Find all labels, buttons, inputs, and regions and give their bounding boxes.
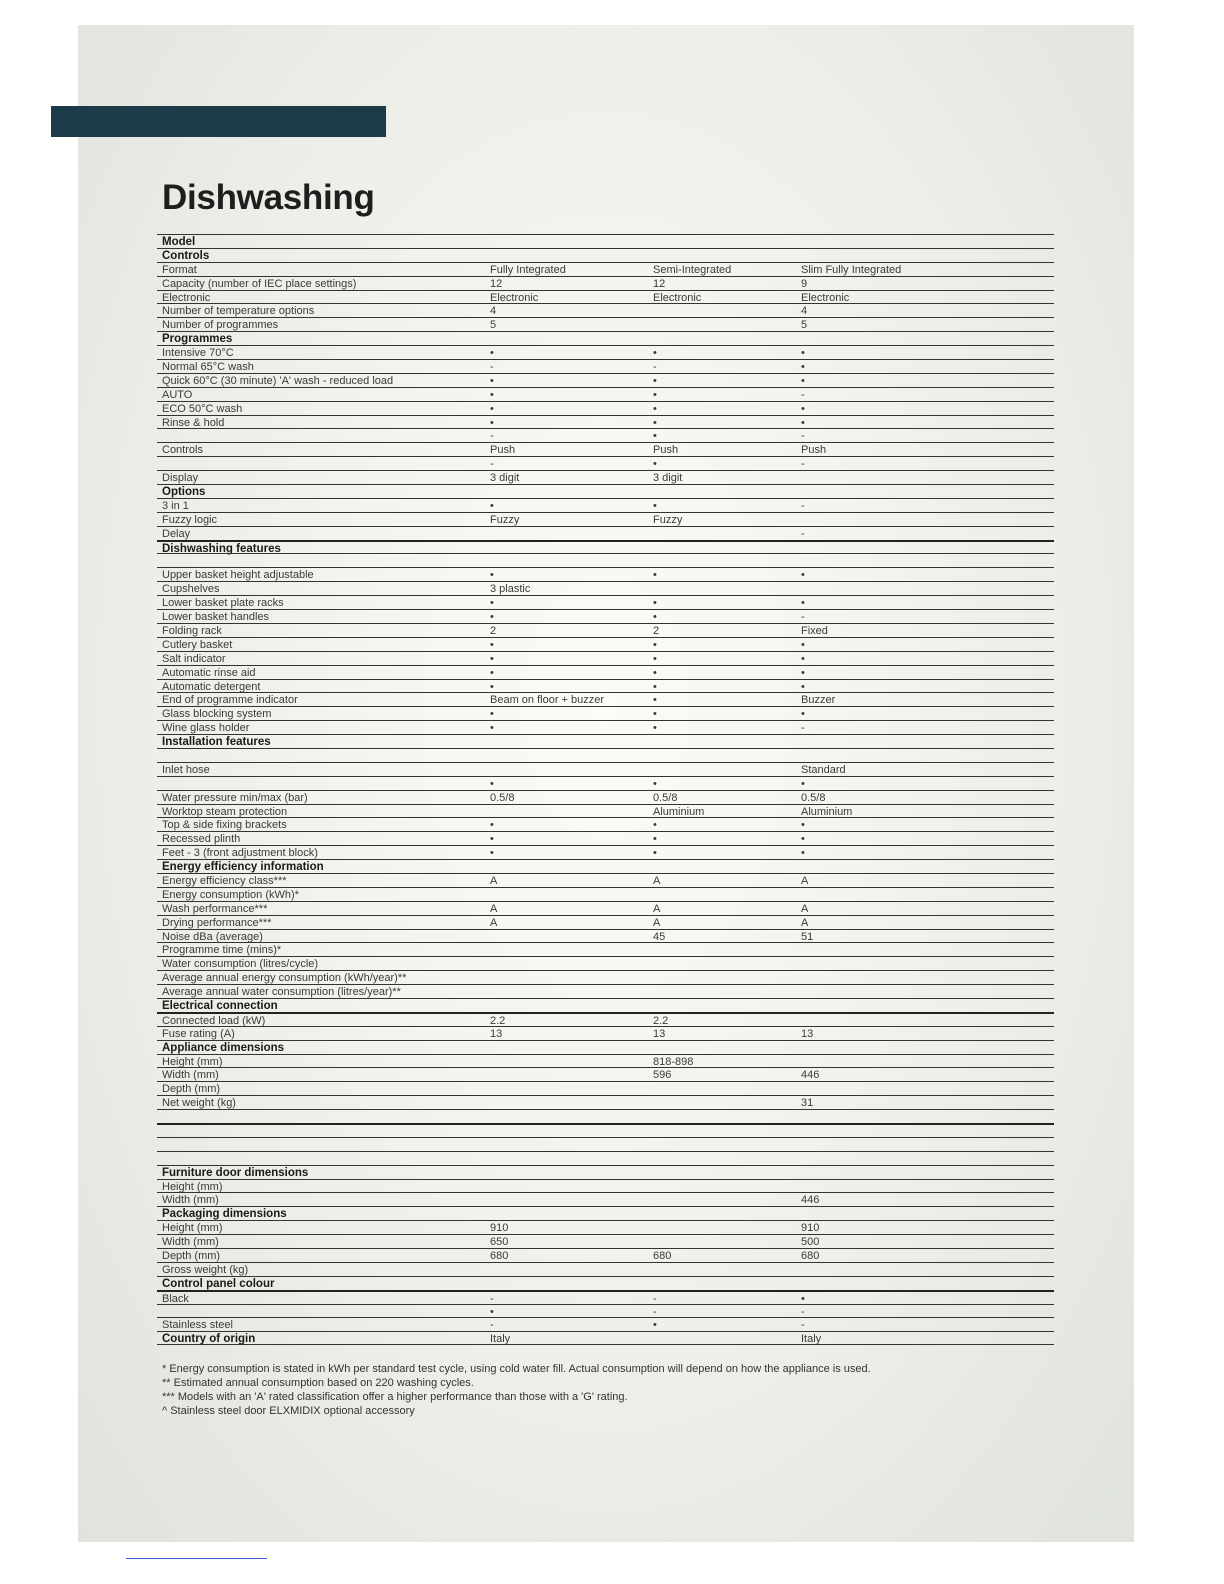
spec-value: • bbox=[801, 666, 805, 679]
spec-value: 5 bbox=[490, 319, 497, 332]
spec-value: Push bbox=[653, 444, 679, 457]
spec-label: Height (mm) bbox=[162, 1222, 223, 1235]
spec-value: - bbox=[801, 527, 805, 540]
spec-value: • bbox=[490, 666, 494, 679]
spec-value: 0.5/8 bbox=[801, 791, 826, 804]
spec-value: • bbox=[801, 777, 805, 790]
spec-value: Fuzzy bbox=[490, 513, 520, 526]
spec-value: • bbox=[490, 638, 494, 651]
spec-row bbox=[157, 637, 1054, 651]
spec-value: • bbox=[490, 777, 494, 790]
spec-row bbox=[157, 401, 1054, 415]
spec-row bbox=[157, 1220, 1054, 1234]
spec-row bbox=[157, 1109, 1054, 1123]
spec-row bbox=[157, 1304, 1054, 1318]
spec-value: • bbox=[653, 597, 657, 610]
spec-value: • bbox=[801, 347, 805, 360]
spec-row bbox=[157, 456, 1054, 470]
spec-value: • bbox=[490, 652, 494, 665]
spec-label: Lower basket handles bbox=[162, 611, 270, 624]
spec-value: • bbox=[801, 680, 805, 693]
spec-value: Electronic bbox=[801, 291, 850, 304]
spec-value: • bbox=[653, 458, 657, 471]
spec-row bbox=[157, 1067, 1054, 1081]
spec-value: - bbox=[490, 1292, 494, 1305]
spec-value: • bbox=[653, 430, 657, 443]
spec-value: - bbox=[801, 611, 805, 624]
section-header-row bbox=[157, 1165, 1054, 1179]
spec-label: Energy consumption (kWh)* bbox=[162, 888, 299, 901]
spec-row bbox=[157, 1262, 1054, 1276]
spec-value: 446 bbox=[801, 1194, 820, 1207]
spec-value: • bbox=[490, 499, 494, 512]
spec-value: • bbox=[490, 374, 494, 387]
spec-row bbox=[157, 915, 1054, 929]
spec-row bbox=[157, 720, 1054, 734]
spec-value: 4 bbox=[801, 305, 808, 318]
spec-value: • bbox=[653, 569, 657, 582]
spec-row bbox=[157, 442, 1054, 456]
spec-value: Electronic bbox=[653, 291, 702, 304]
spec-value: - bbox=[801, 458, 805, 471]
spec-label: Quick 60°C (30 minute) 'A' wash - reduced load bbox=[162, 374, 394, 387]
spec-value: • bbox=[801, 374, 805, 387]
spec-label: Gross weight (kg) bbox=[162, 1263, 249, 1276]
spec-row bbox=[157, 1248, 1054, 1262]
spec-label: Appliance dimensions bbox=[162, 1041, 285, 1054]
spec-value: - bbox=[801, 499, 805, 512]
spec-value: • bbox=[653, 777, 657, 790]
spec-label: Average annual energy consumption (kWh/year)** bbox=[162, 972, 407, 985]
spec-row bbox=[157, 942, 1054, 956]
spec-label: Recessed plinth bbox=[162, 833, 241, 846]
spec-value: Aluminium bbox=[653, 805, 705, 818]
spec-value: • bbox=[653, 847, 657, 860]
spec-row bbox=[157, 1179, 1054, 1193]
section-header-row bbox=[157, 1331, 1054, 1345]
spec-value: • bbox=[490, 722, 494, 735]
spec-label: Furniture door dimensions bbox=[162, 1166, 309, 1179]
spec-value: - bbox=[653, 361, 657, 374]
spec-value: • bbox=[801, 847, 805, 860]
spec-row bbox=[157, 470, 1054, 484]
spec-value: 31 bbox=[801, 1097, 814, 1110]
spec-row bbox=[157, 887, 1054, 901]
spec-value: • bbox=[653, 416, 657, 429]
spec-label: Width (mm) bbox=[162, 1236, 219, 1249]
spec-row bbox=[157, 748, 1054, 762]
spec-row bbox=[157, 679, 1054, 693]
spec-label: Installation features bbox=[162, 736, 271, 749]
spec-label: Salt indicator bbox=[162, 652, 226, 665]
spec-value: 910 bbox=[801, 1222, 820, 1235]
spec-value: Buzzer bbox=[801, 694, 836, 707]
section-header-row bbox=[157, 734, 1054, 748]
spec-row bbox=[157, 262, 1054, 276]
spec-row bbox=[157, 804, 1054, 818]
spec-value: 13 bbox=[801, 1027, 814, 1040]
spec-label: Water pressure min/max (bar) bbox=[162, 791, 308, 804]
spec-value: Electronic bbox=[490, 291, 539, 304]
spec-label: Height (mm) bbox=[162, 1055, 223, 1068]
spec-label: Average annual water consumption (litres/year)** bbox=[162, 986, 401, 999]
spec-value: - bbox=[653, 1292, 657, 1305]
spec-label: Black bbox=[162, 1292, 189, 1305]
spec-value: 12 bbox=[490, 277, 503, 290]
spec-value: • bbox=[801, 597, 805, 610]
footnote: *** Models with an 'A' rated classification offer a higher performance than those with a 'G' rating. bbox=[162, 1391, 628, 1403]
spec-value: • bbox=[801, 652, 805, 665]
spec-value: • bbox=[801, 569, 805, 582]
spec-value: 0.5/8 bbox=[490, 791, 515, 804]
section-header-row bbox=[157, 540, 1054, 554]
spec-row bbox=[157, 1081, 1054, 1095]
spec-label: Glass blocking system bbox=[162, 708, 272, 721]
spec-value: A bbox=[801, 902, 809, 915]
spec-value: Italy bbox=[490, 1333, 511, 1346]
spec-label: Width (mm) bbox=[162, 1194, 219, 1207]
spec-value: Push bbox=[801, 444, 827, 457]
spec-row bbox=[157, 1317, 1054, 1331]
spec-value: - bbox=[490, 458, 494, 471]
spec-value: 3 digit bbox=[653, 472, 683, 485]
spec-row bbox=[157, 1054, 1054, 1068]
spec-value: 500 bbox=[801, 1236, 820, 1249]
spec-value: • bbox=[653, 666, 657, 679]
spec-label: Intensive 70°C bbox=[162, 347, 234, 360]
spec-row bbox=[157, 512, 1054, 526]
spec-label: Control panel colour bbox=[162, 1277, 275, 1290]
spec-value: • bbox=[490, 833, 494, 846]
spec-row bbox=[157, 706, 1054, 720]
spec-row bbox=[157, 817, 1054, 831]
spec-row bbox=[157, 1192, 1054, 1206]
spec-value: A bbox=[653, 902, 661, 915]
spec-row bbox=[157, 831, 1054, 845]
spec-value: 13 bbox=[490, 1027, 503, 1040]
spec-label: Water consumption (litres/cycle) bbox=[162, 958, 319, 971]
spec-label: Depth (mm) bbox=[162, 1083, 221, 1096]
spec-row bbox=[157, 373, 1054, 387]
spec-value: A bbox=[653, 916, 661, 929]
spec-row bbox=[157, 1123, 1054, 1137]
spec-value: - bbox=[801, 1319, 805, 1332]
spec-row bbox=[157, 692, 1054, 706]
spec-label: Display bbox=[162, 472, 199, 485]
spec-label: Width (mm) bbox=[162, 1069, 219, 1082]
spec-label: Wine glass holder bbox=[162, 722, 250, 735]
spec-value: • bbox=[653, 402, 657, 415]
spec-value: A bbox=[490, 916, 498, 929]
spec-value: • bbox=[801, 819, 805, 832]
section-header-row bbox=[157, 1276, 1054, 1290]
spec-value: • bbox=[490, 388, 494, 401]
spec-value: Fuzzy bbox=[653, 513, 683, 526]
spec-value: Push bbox=[490, 444, 516, 457]
spec-row bbox=[157, 415, 1054, 429]
link-underline bbox=[126, 1558, 267, 1559]
spec-value: • bbox=[653, 388, 657, 401]
spec-label: AUTO bbox=[162, 388, 193, 401]
spec-row bbox=[157, 317, 1054, 331]
spec-label: Folding rack bbox=[162, 624, 222, 637]
spec-row bbox=[157, 595, 1054, 609]
spec-value: • bbox=[653, 611, 657, 624]
section-header-row bbox=[157, 1040, 1054, 1054]
header-band bbox=[51, 106, 386, 137]
spec-row bbox=[157, 901, 1054, 915]
spec-row bbox=[157, 387, 1054, 401]
spec-table bbox=[157, 234, 1054, 1345]
spec-value: 5 bbox=[801, 319, 808, 332]
spec-value: A bbox=[490, 902, 498, 915]
spec-label: End of programme indicator bbox=[162, 694, 298, 707]
section-header-row bbox=[157, 484, 1054, 498]
spec-label: Electronic bbox=[162, 291, 211, 304]
spec-value: A bbox=[653, 874, 661, 887]
spec-value: Slim Fully Integrated bbox=[801, 263, 902, 276]
spec-row bbox=[157, 1234, 1054, 1248]
spec-label: Delay bbox=[162, 527, 191, 540]
spec-row bbox=[157, 526, 1054, 540]
spec-row bbox=[157, 290, 1054, 304]
spec-row bbox=[157, 359, 1054, 373]
spec-row bbox=[157, 1290, 1054, 1304]
spec-value: 13 bbox=[653, 1027, 666, 1040]
section-header-row bbox=[157, 234, 1054, 248]
spec-value: • bbox=[490, 1305, 494, 1318]
spec-value: • bbox=[801, 708, 805, 721]
spec-value: 0.5/8 bbox=[653, 791, 678, 804]
spec-row bbox=[157, 345, 1054, 359]
spec-row bbox=[157, 984, 1054, 998]
spec-label: Number of programmes bbox=[162, 319, 279, 332]
spec-value: • bbox=[490, 708, 494, 721]
section-header-row bbox=[157, 1206, 1054, 1220]
spec-label: Net weight (kg) bbox=[162, 1097, 236, 1110]
footnote: * Energy consumption is stated in kWh per standard test cycle, using cold water fill. Actual consumption will depend on how the appliance is used. bbox=[162, 1363, 871, 1375]
spec-value: • bbox=[653, 833, 657, 846]
spec-label: Upper basket height adjustable bbox=[162, 569, 314, 582]
spec-value: 650 bbox=[490, 1236, 509, 1249]
spec-label: Rinse & hold bbox=[162, 416, 225, 429]
spec-row bbox=[157, 651, 1054, 665]
spec-row bbox=[157, 567, 1054, 581]
spec-label: Fuzzy logic bbox=[162, 513, 218, 526]
spec-row bbox=[157, 428, 1054, 442]
spec-row bbox=[157, 776, 1054, 790]
spec-value: 596 bbox=[653, 1069, 672, 1082]
section-header-row bbox=[157, 859, 1054, 873]
footnotes bbox=[162, 1362, 871, 1418]
spec-label: Controls bbox=[162, 444, 203, 457]
spec-row bbox=[157, 1137, 1054, 1151]
spec-row bbox=[157, 970, 1054, 984]
spec-label: Energy efficiency class*** bbox=[162, 874, 287, 887]
spec-value: A bbox=[801, 874, 809, 887]
spec-value: • bbox=[653, 1319, 657, 1332]
spec-label: Automatic detergent bbox=[162, 680, 261, 693]
spec-label: Automatic rinse aid bbox=[162, 666, 256, 679]
spec-label: Model bbox=[162, 236, 196, 248]
spec-value: • bbox=[490, 402, 494, 415]
spec-label: Drying performance*** bbox=[162, 916, 272, 929]
spec-value: - bbox=[490, 1319, 494, 1332]
spec-row bbox=[157, 276, 1054, 290]
spec-value: - bbox=[801, 388, 805, 401]
spec-row bbox=[157, 609, 1054, 623]
spec-value: Semi-Integrated bbox=[653, 263, 732, 276]
footnote: ^ Stainless steel door ELXMIDIX optional accessory bbox=[162, 1405, 415, 1417]
spec-value: 680 bbox=[490, 1250, 509, 1263]
spec-row bbox=[157, 790, 1054, 804]
spec-value: 2 bbox=[653, 624, 660, 637]
spec-value: • bbox=[653, 347, 657, 360]
spec-value: - bbox=[490, 430, 494, 443]
spec-row bbox=[157, 665, 1054, 679]
footnote: ** Estimated annual consumption based on 220 washing cycles. bbox=[162, 1377, 474, 1389]
spec-row bbox=[157, 929, 1054, 943]
spec-value: 9 bbox=[801, 277, 808, 290]
spec-label: Capacity (number of IEC place settings) bbox=[162, 277, 357, 290]
spec-label: Programme time (mins)* bbox=[162, 944, 282, 957]
spec-value: 818-898 bbox=[653, 1055, 694, 1068]
spec-value: • bbox=[801, 638, 805, 651]
spec-value: 12 bbox=[653, 277, 666, 290]
spec-label: Packaging dimensions bbox=[162, 1208, 287, 1221]
spec-label: Lower basket plate racks bbox=[162, 597, 284, 610]
spec-value: • bbox=[490, 847, 494, 860]
spec-label: Connected load (kW) bbox=[162, 1014, 266, 1027]
spec-value: 910 bbox=[490, 1222, 509, 1235]
spec-value: Italy bbox=[801, 1333, 822, 1346]
spec-label: Height (mm) bbox=[162, 1180, 223, 1193]
spec-value: 680 bbox=[801, 1250, 820, 1263]
spec-label: Number of temperature options bbox=[162, 305, 315, 318]
spec-value: • bbox=[490, 347, 494, 360]
spec-value: • bbox=[801, 416, 805, 429]
spec-value: 45 bbox=[653, 930, 666, 943]
spec-row bbox=[157, 1095, 1054, 1109]
spec-value: - bbox=[801, 722, 805, 735]
spec-value: • bbox=[490, 597, 494, 610]
spec-value: • bbox=[653, 499, 657, 512]
spec-label: Cutlery basket bbox=[162, 638, 233, 651]
spec-row bbox=[157, 1026, 1054, 1040]
spec-value: • bbox=[801, 833, 805, 846]
spec-row bbox=[157, 498, 1054, 512]
spec-value: • bbox=[653, 652, 657, 665]
spec-value: • bbox=[490, 569, 494, 582]
spec-label: Inlet hose bbox=[162, 763, 210, 776]
spec-label: Programmes bbox=[162, 333, 233, 346]
spec-value: Aluminium bbox=[801, 805, 853, 818]
spec-label: Worktop steam protection bbox=[162, 805, 288, 818]
spec-label: 3 in 1 bbox=[162, 499, 189, 512]
spec-value: • bbox=[653, 638, 657, 651]
spec-row bbox=[157, 845, 1054, 859]
page-title: Dishwashing bbox=[162, 178, 375, 217]
spec-value: 3 digit bbox=[490, 472, 520, 485]
spec-value: 2.2 bbox=[653, 1014, 669, 1027]
spec-value: A bbox=[490, 874, 498, 887]
spec-label: Fuse rating (A) bbox=[162, 1027, 235, 1040]
spec-value: Fully Integrated bbox=[490, 263, 566, 276]
spec-label: Cupshelves bbox=[162, 583, 220, 596]
spec-value: 446 bbox=[801, 1069, 820, 1082]
spec-row bbox=[157, 956, 1054, 970]
spec-label: Noise dBa (average) bbox=[162, 930, 263, 943]
spec-label: Dishwashing features bbox=[162, 542, 281, 555]
section-header-row bbox=[157, 248, 1054, 262]
spec-value: - bbox=[801, 1305, 805, 1318]
spec-row bbox=[157, 303, 1054, 317]
spec-value: 680 bbox=[653, 1250, 672, 1263]
spec-label: Normal 65°C wash bbox=[162, 361, 254, 374]
spec-value: 3 plastic bbox=[490, 583, 531, 596]
spec-row bbox=[157, 762, 1054, 776]
spec-value: 2.2 bbox=[490, 1014, 506, 1027]
spec-value: Fixed bbox=[801, 624, 828, 637]
spec-row bbox=[157, 581, 1054, 595]
section-header-row bbox=[157, 998, 1054, 1012]
spec-label: Depth (mm) bbox=[162, 1250, 221, 1263]
section-header-row bbox=[157, 331, 1054, 345]
spec-value: 2 bbox=[490, 624, 497, 637]
spec-value: • bbox=[653, 708, 657, 721]
spec-value: Beam on floor + buzzer bbox=[490, 694, 605, 707]
spec-label: Options bbox=[162, 486, 206, 499]
spec-value: - bbox=[490, 361, 494, 374]
spec-value: - bbox=[801, 430, 805, 443]
spec-label: ECO 50°C wash bbox=[162, 402, 243, 415]
spec-value: • bbox=[801, 361, 805, 374]
spec-value: • bbox=[490, 819, 494, 832]
spec-value: Standard bbox=[801, 763, 846, 776]
spec-value: • bbox=[653, 374, 657, 387]
spec-label: Format bbox=[162, 263, 197, 276]
spec-value: • bbox=[653, 680, 657, 693]
spec-value: • bbox=[653, 694, 657, 707]
spec-value: 51 bbox=[801, 930, 814, 943]
spec-value: • bbox=[801, 1292, 805, 1305]
spec-value: • bbox=[490, 416, 494, 429]
spec-label: Feet - 3 (front adjustment block) bbox=[162, 847, 318, 860]
spec-row bbox=[157, 1151, 1054, 1165]
spec-value: • bbox=[653, 722, 657, 735]
spec-value: • bbox=[801, 402, 805, 415]
spec-label: Stainless steel bbox=[162, 1319, 233, 1332]
spec-value: • bbox=[490, 680, 494, 693]
spec-value: • bbox=[490, 611, 494, 624]
spec-label: Country of origin bbox=[162, 1333, 256, 1346]
spec-value: • bbox=[653, 819, 657, 832]
spec-label: Electrical connection bbox=[162, 999, 278, 1012]
spec-value: A bbox=[801, 916, 809, 929]
spec-row bbox=[157, 623, 1054, 637]
spec-row bbox=[157, 553, 1054, 567]
spec-label: Controls bbox=[162, 249, 210, 262]
spec-row bbox=[157, 1012, 1054, 1026]
spec-label: Wash performance*** bbox=[162, 902, 268, 915]
spec-row bbox=[157, 873, 1054, 887]
spec-label: Top & side fixing brackets bbox=[162, 819, 287, 832]
spec-value: - bbox=[653, 1305, 657, 1318]
spec-value: 4 bbox=[490, 305, 497, 318]
spec-label: Energy efficiency information bbox=[162, 861, 324, 874]
